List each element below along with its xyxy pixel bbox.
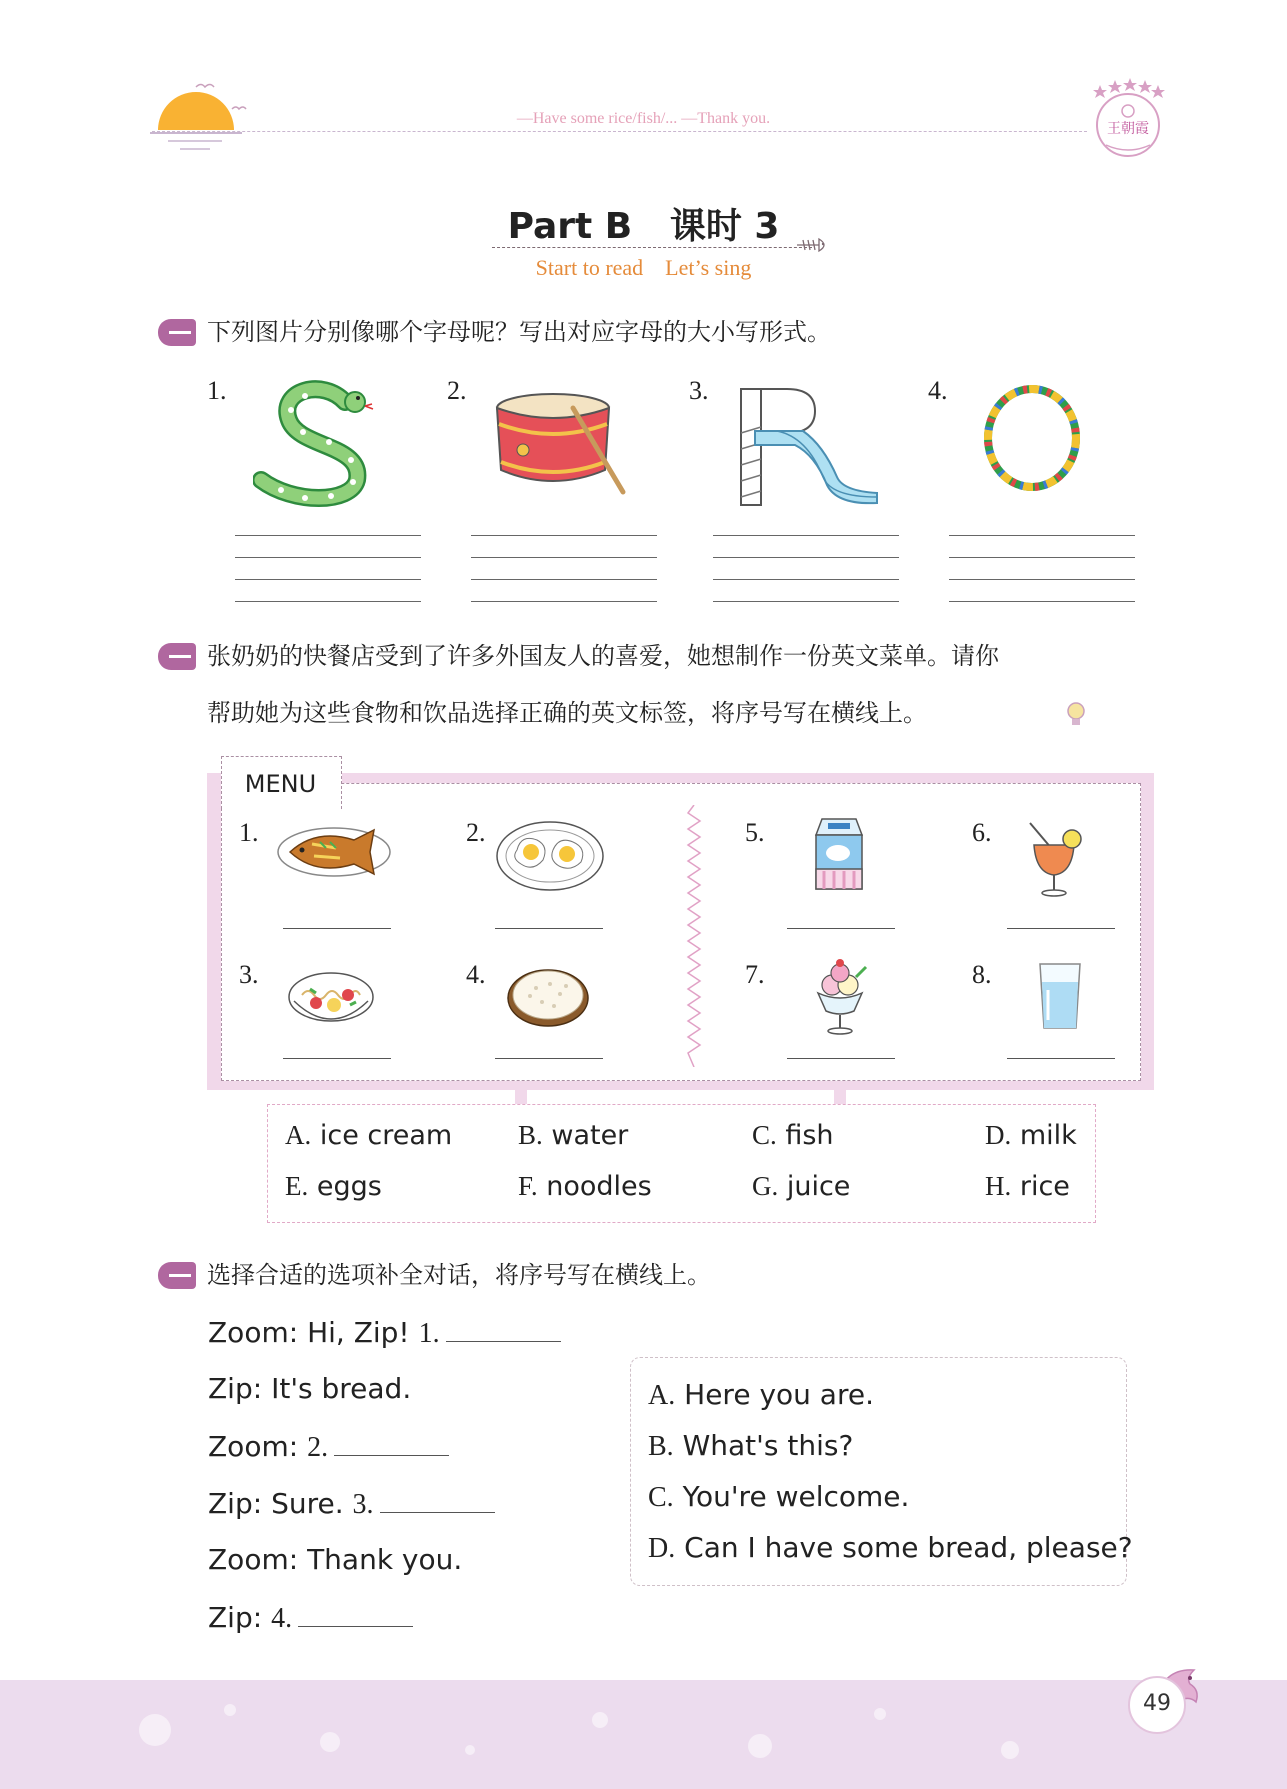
milk-carton-icon (808, 815, 870, 891)
choice-item: A. Here you are. (648, 1378, 874, 1411)
option-item: C. fish (752, 1120, 834, 1151)
brand-seal-icon (1088, 75, 1168, 165)
page-footer (0, 1680, 1287, 1789)
fish-bone-icon (795, 234, 831, 256)
item-number: 4. (928, 376, 948, 405)
seal-text: 王朝霞 (1107, 121, 1149, 137)
section2-instruction-line1: 张奶奶的快餐店受到了许多外国友人的喜爱，她想制作一份英文菜单。请你 (207, 642, 999, 670)
option-item: B. water (518, 1120, 629, 1151)
answer-line[interactable] (283, 1058, 391, 1059)
option-item: H. rice (985, 1171, 1070, 1202)
fish-dish-icon (276, 820, 394, 882)
title-underline (492, 247, 812, 248)
menu-item-number: 4. (466, 960, 486, 989)
answer-lines[interactable] (471, 535, 657, 605)
dialogue-line: Zip: It's bread. (208, 1372, 412, 1405)
answer-blank[interactable] (298, 1600, 413, 1627)
dialogue-line: Zoom: 2. (208, 1429, 449, 1464)
dialogue-line: Zoom: Thank you. (208, 1543, 463, 1576)
choice-item: C. You're welcome. (648, 1480, 910, 1513)
answer-line[interactable] (495, 928, 603, 929)
option-item: E. eggs (285, 1171, 382, 1202)
menu-item-number: 2. (466, 818, 486, 847)
dialogue-line: Zoom: Hi, Zip! 1. (208, 1315, 561, 1350)
item-number: 1. (207, 376, 227, 405)
menu-label: MENU (244, 770, 317, 798)
water-glass-icon (1036, 960, 1084, 1032)
choice-item: B. What's this? (648, 1429, 854, 1462)
drum-picture-icon (495, 388, 630, 500)
snake-picture-icon (253, 380, 383, 510)
option-item: A. ice cream (285, 1120, 453, 1151)
page-number: 49 (1143, 1691, 1171, 1716)
section1-badge (158, 319, 196, 346)
answer-line[interactable] (787, 1058, 895, 1059)
answer-line[interactable] (787, 928, 895, 929)
header-divider (152, 131, 1087, 132)
footer-dots-decoration (0, 1680, 1287, 1789)
header (0, 0, 1287, 160)
answer-line[interactable] (1007, 928, 1115, 929)
juice-glass-icon (1020, 815, 1090, 899)
hula-hoop-picture-icon (980, 383, 1085, 493)
answer-lines[interactable] (235, 535, 421, 605)
answer-blank[interactable] (380, 1486, 495, 1513)
menu-divider (683, 805, 705, 1067)
menu-item-number: 1. (239, 818, 259, 847)
menu-item-number: 3. (239, 960, 259, 989)
answer-line[interactable] (495, 1058, 603, 1059)
hint-bulb-icon (1065, 700, 1087, 728)
item-number: 3. (689, 376, 709, 405)
menu-item-number: 7. (745, 960, 765, 989)
page-subtitle: Start to read Let’s sing (535, 255, 752, 280)
answer-line[interactable] (1007, 1058, 1115, 1059)
rice-bowl-icon (506, 962, 590, 1030)
menu-item-number: 6. (972, 818, 992, 847)
option-item: F. noodles (518, 1171, 652, 1202)
menu-item-number: 8. (972, 960, 992, 989)
dialogue-line: Zip: Sure. 3. (208, 1486, 495, 1521)
option-item: G. juice (752, 1171, 851, 1202)
section3-badge (158, 1262, 196, 1289)
answer-blank[interactable] (334, 1429, 449, 1456)
page-title: Part B 课时 3 (507, 206, 780, 247)
choice-item: D. Can I have some bread, please? (648, 1531, 1133, 1564)
answer-blank[interactable] (446, 1315, 561, 1342)
eggs-dish-icon (495, 820, 605, 892)
answer-line[interactable] (283, 928, 391, 929)
answer-lines[interactable] (949, 535, 1135, 605)
slide-picture-icon (737, 385, 882, 510)
menu-item-number: 5. (745, 818, 765, 847)
section2-instruction-line2: 帮助她为这些食物和饮品选择正确的英文标签，将序号写在横线上。 (207, 699, 927, 727)
section3-instruction: 选择合适的选项补全对话，将序号写在横线上。 (207, 1261, 711, 1289)
header-tagline: —Have some rice/fish/... —Thank you. (516, 110, 771, 127)
answer-lines[interactable] (713, 535, 899, 605)
noodles-bowl-icon (286, 967, 376, 1031)
section2-badge (158, 643, 196, 670)
dialogue-line: Zip: 4. (208, 1600, 413, 1635)
ice-cream-sundae-icon (808, 955, 872, 1037)
option-item: D. milk (985, 1120, 1077, 1151)
item-number: 2. (447, 376, 467, 405)
section1-instruction: 下列图片分别像哪个字母呢？写出对应字母的大小写形式。 (207, 318, 831, 346)
